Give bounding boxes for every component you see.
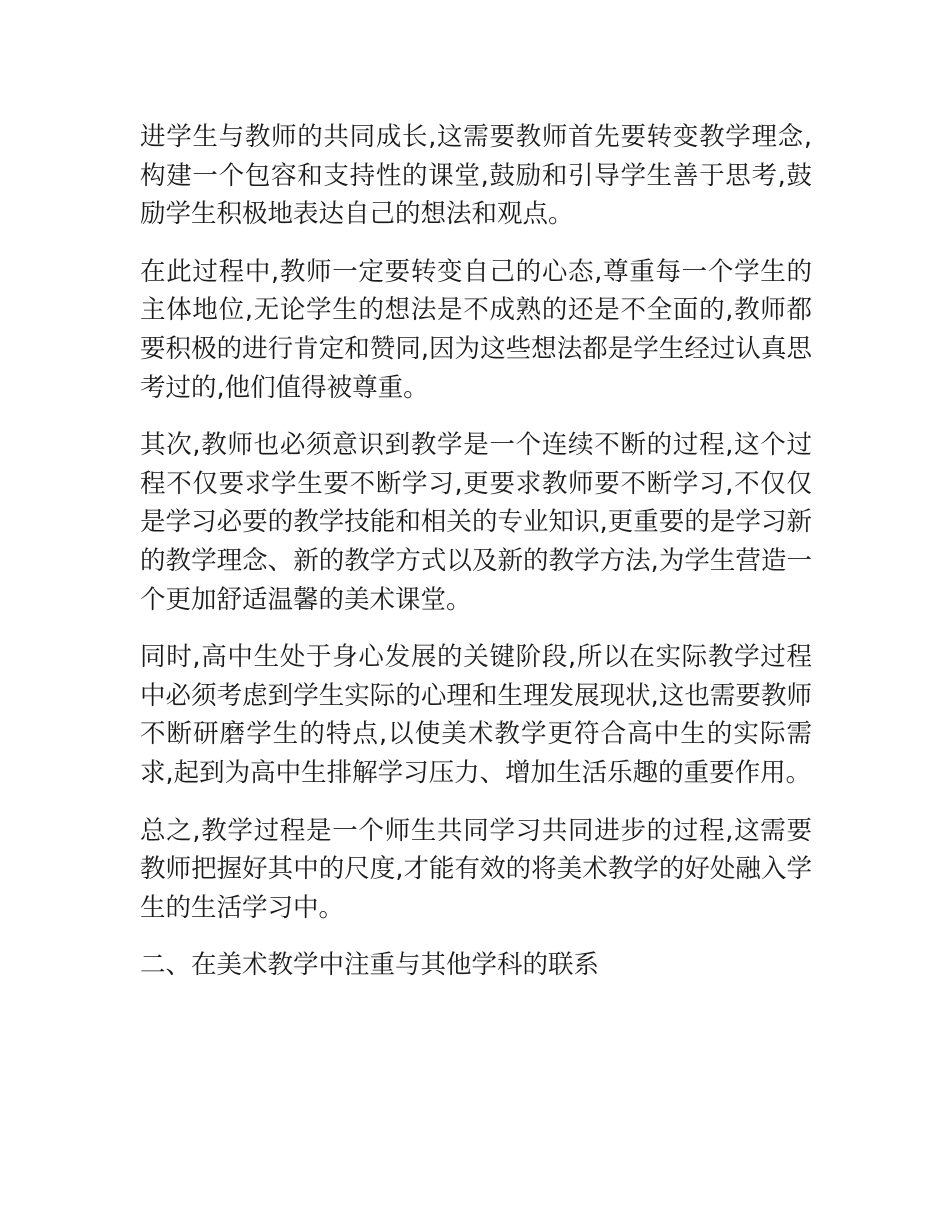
- paragraph-5: 总之,教学过程是一个师生共同学习共同进步的过程,这需要教师把握好其中的尺度,才能有效的将美术教学的好处融入学生的生活学习中。: [140, 815, 812, 923]
- paragraph-2: 在此过程中,教师一定要转变自己的心态,尊重每一个学生的主体地位,无论学生的想法是不成熟的还是不全面的,教师都要积极的进行肯定和赞同,因为这些想法都是学生经过认真思考过的,他们值得被尊重。: [140, 256, 812, 403]
- paragraph-1: 进学生与教师的共同成长,这需要教师首先要转变教学理念,构建一个包容和支持性的课堂,鼓励和引导学生善于思考,鼓励学生积极地表达自己的想法和观点。: [140, 122, 812, 230]
- document-body: [140, 118, 812, 985]
- section-heading: 二、在美术教学中注重与其他学科的联系: [140, 950, 600, 981]
- paragraph-3: 其次,教师也必须意识到教学是一个连续不断的过程,这个过程不仅要求学生要不断学习,更要求教师要不断学习,不仅仅是学习必要的教学技能和相关的专业知识,更重要的是学习新的教学理念、新的教学方式以及新的教学方法,为学生营造一个更加舒适温馨的美术课堂。: [140, 430, 812, 615]
- paragraph-4: 同时,高中生处于身心发展的关键阶段,所以在实际教学过程中必须考虑到学生实际的心理和生理发展现状,这也需要教师不断研磨学生的特点,以使美术教学更符合高中生的实际需求,起到为高中生排解学习压力、增加生活乐趣的重要作用。: [140, 642, 812, 788]
